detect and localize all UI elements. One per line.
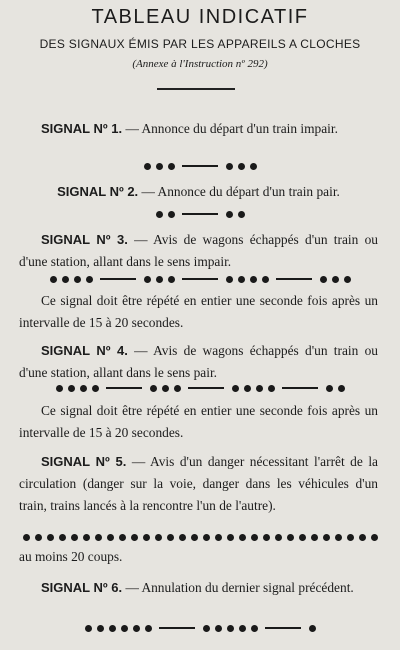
- bell-stroke-dot: [168, 276, 175, 283]
- bell-stroke-dot: [287, 534, 294, 541]
- bell-stroke-dot: [320, 276, 327, 283]
- signal-3-text: — Avis de wagons échappés d'un train ou d'une station, allant dans le sens impair.: [19, 232, 378, 269]
- bell-stroke-dot: [95, 534, 102, 541]
- bell-stroke-dot: [71, 534, 78, 541]
- bell-stroke-dot: [155, 534, 162, 541]
- signal-4-code: [0, 381, 400, 395]
- signal-4-note: Ce signal doit être répété en entier une seconde fois après un intervalle de 15 à 20 secondes.: [19, 403, 378, 440]
- bell-stroke-dot: [168, 163, 175, 170]
- code-dash: [182, 278, 218, 280]
- bell-stroke-dot: [143, 534, 150, 541]
- bell-stroke-dot: [109, 625, 116, 632]
- signal-6-label: SIGNAL Nº 6.: [41, 580, 123, 595]
- bell-stroke-dot: [80, 385, 87, 392]
- bell-stroke-dot: [215, 534, 222, 541]
- bell-stroke-dot: [121, 625, 128, 632]
- bell-stroke-dot: [239, 534, 246, 541]
- bell-stroke-dot: [263, 534, 270, 541]
- signal-3-note: Ce signal doit être répété en entier une seconde fois après un intervalle de 15 à 20 secondes.: [19, 293, 378, 330]
- bell-stroke-dot: [191, 534, 198, 541]
- bell-stroke-dot: [238, 211, 245, 218]
- signal-2-description: [19, 181, 378, 203]
- signal-2-label: SIGNAL Nº 2.: [57, 184, 139, 199]
- code-dash: [265, 627, 301, 629]
- bell-stroke-dot: [347, 534, 354, 541]
- bell-stroke-dot: [244, 385, 251, 392]
- bell-stroke-dot: [68, 385, 75, 392]
- code-dash: [182, 165, 218, 167]
- bell-stroke-dot: [156, 211, 163, 218]
- bell-stroke-dot: [226, 276, 233, 283]
- signal-3-label: SIGNAL Nº 3.: [41, 232, 128, 247]
- signal-5-note: au moins 20 coups.: [19, 549, 123, 564]
- bell-stroke-dot: [326, 385, 333, 392]
- bell-stroke-dot: [251, 534, 258, 541]
- code-dash: [188, 387, 224, 389]
- bell-stroke-dot: [131, 534, 138, 541]
- bell-stroke-dot: [156, 163, 163, 170]
- bell-stroke-dot: [309, 625, 316, 632]
- bell-stroke-dot: [299, 534, 306, 541]
- bell-stroke-dot: [56, 385, 63, 392]
- bell-stroke-dot: [85, 625, 92, 632]
- bell-stroke-dot: [62, 276, 69, 283]
- signal-2-code: [0, 207, 400, 221]
- bell-stroke-dot: [238, 163, 245, 170]
- signal-1-code: [0, 159, 400, 173]
- bell-stroke-dot: [256, 385, 263, 392]
- signal-1-description: [19, 118, 378, 140]
- bell-stroke-dot: [251, 625, 258, 632]
- bell-stroke-dot: [226, 163, 233, 170]
- bell-stroke-dot: [168, 211, 175, 218]
- signal-2-text: — Annonce du départ d'un train pair.: [138, 184, 340, 199]
- bell-stroke-dot: [23, 534, 30, 541]
- bell-stroke-dot: [119, 534, 126, 541]
- bell-stroke-dot: [371, 534, 378, 541]
- bell-stroke-dot: [144, 276, 151, 283]
- bell-stroke-dot: [232, 385, 239, 392]
- bell-stroke-dot: [59, 534, 66, 541]
- code-dash: [100, 278, 136, 280]
- bell-stroke-dot: [133, 625, 140, 632]
- bell-stroke-dot: [35, 534, 42, 541]
- bell-stroke-dot: [311, 534, 318, 541]
- bell-stroke-dot: [83, 534, 90, 541]
- bell-stroke-dot: [74, 276, 81, 283]
- code-dash: [159, 627, 195, 629]
- signal-6-description: [19, 577, 378, 599]
- bell-stroke-dot: [238, 276, 245, 283]
- signal-3-code: [0, 272, 400, 286]
- signal-5-label: SIGNAL Nº 5.: [41, 454, 127, 469]
- bell-stroke-dot: [92, 385, 99, 392]
- signal-4-description: [19, 340, 378, 384]
- signal-1-label: SIGNAL Nº 1.: [41, 121, 123, 136]
- title-divider: [157, 88, 235, 90]
- signal-6-code: [0, 621, 400, 635]
- code-dash: [276, 278, 312, 280]
- bell-stroke-dot: [227, 534, 234, 541]
- bell-stroke-dot: [338, 385, 345, 392]
- bell-stroke-dot: [50, 276, 57, 283]
- bell-stroke-dot: [359, 534, 366, 541]
- code-dash: [106, 387, 142, 389]
- bell-stroke-dot: [86, 276, 93, 283]
- bell-stroke-dot: [174, 385, 181, 392]
- signal-3-description: [19, 229, 378, 273]
- bell-stroke-dot: [150, 385, 157, 392]
- bell-stroke-dot: [335, 534, 342, 541]
- bell-stroke-dot: [167, 534, 174, 541]
- page-title: TABLEAU INDICATIF: [91, 6, 309, 28]
- bell-stroke-dot: [275, 534, 282, 541]
- signal-5-description: [19, 451, 378, 517]
- bell-stroke-dot: [107, 534, 114, 541]
- page-subtitle: DES SIGNAUX ÉMIS PAR LES APPAREILS A CLOCHES: [39, 37, 361, 51]
- bell-stroke-dot: [344, 276, 351, 283]
- bell-stroke-dot: [227, 625, 234, 632]
- bell-stroke-dot: [268, 385, 275, 392]
- bell-stroke-dot: [323, 534, 330, 541]
- code-dash: [182, 213, 218, 215]
- bell-stroke-dot: [215, 625, 222, 632]
- signal-4-text: — Avis de wagons échappés d'un train ou d'une station, allant dans le sens pair.: [19, 343, 378, 380]
- bell-stroke-dot: [47, 534, 54, 541]
- code-dash: [282, 387, 318, 389]
- bell-stroke-dot: [262, 276, 269, 283]
- bell-stroke-dot: [162, 385, 169, 392]
- bell-stroke-dot: [332, 276, 339, 283]
- signal-4-label: SIGNAL Nº 4.: [41, 343, 128, 358]
- bell-stroke-dot: [250, 163, 257, 170]
- bell-stroke-dot: [97, 625, 104, 632]
- bell-stroke-dot: [250, 276, 257, 283]
- bell-stroke-dot: [203, 625, 210, 632]
- bell-stroke-dot: [226, 211, 233, 218]
- bell-stroke-dot: [239, 625, 246, 632]
- bell-stroke-dot: [144, 163, 151, 170]
- bell-stroke-dot: [156, 276, 163, 283]
- bell-stroke-dot: [203, 534, 210, 541]
- signal-1-text: — Annonce du départ d'un train impair.: [122, 121, 338, 136]
- signal-5-code: [0, 530, 400, 544]
- annex-reference: (Annexe à l'Instruction nº 292): [132, 58, 268, 70]
- bell-stroke-dot: [179, 534, 186, 541]
- signal-6-text: — Annulation du dernier signal précédent.: [122, 580, 354, 595]
- bell-stroke-dot: [145, 625, 152, 632]
- signal-5-text: — Avis d'un danger nécessitant l'arrêt de la circulation (danger sur la voie, danger dans les véhicules d'un train, trains lancés à la rencontre l'un de l'autre).: [19, 454, 378, 513]
